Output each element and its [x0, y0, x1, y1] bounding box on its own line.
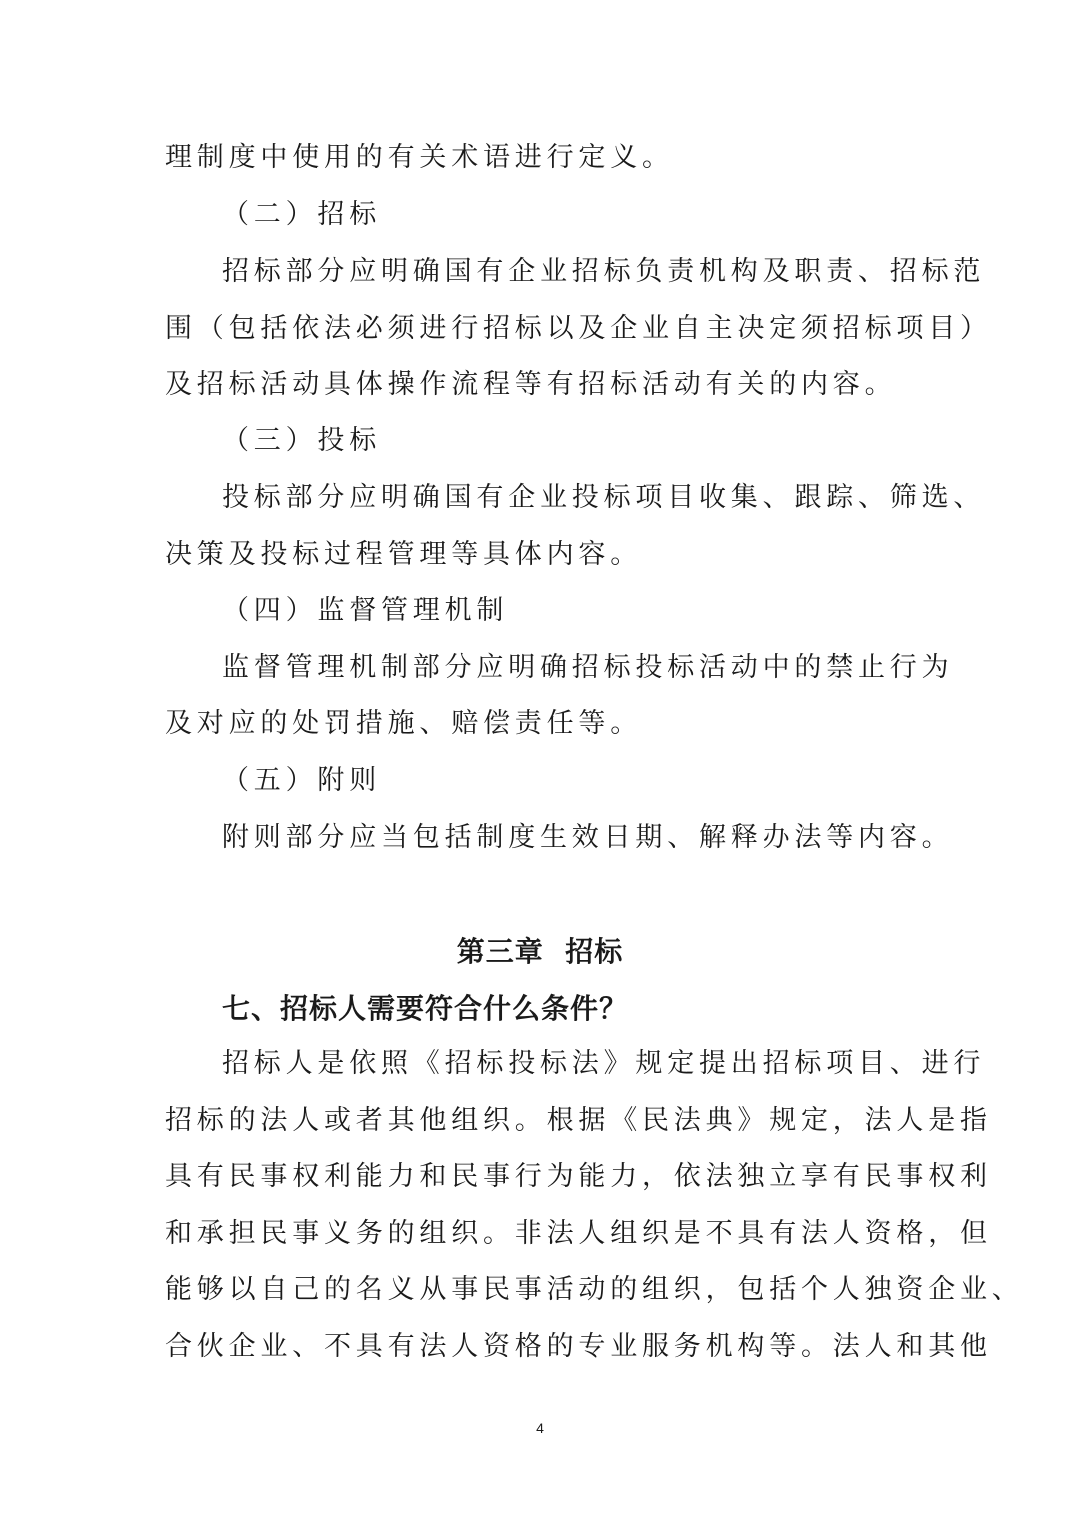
- paragraph-line: 具有民事权利能力和民事行为能力，依法独立享有民事权利: [165, 1161, 992, 1192]
- section-heading-supervision: （四）监督管理机制: [222, 595, 509, 626]
- paragraph-line: 和承担民事义务的组织。非法人组织是不具有法人资格，但: [165, 1218, 992, 1249]
- paragraph-line: 监督管理机制部分应明确招标投标活动中的禁止行为: [222, 652, 954, 683]
- section-heading-bidding: （二）招标: [222, 199, 381, 230]
- paragraph-line: 投标部分应明确国有企业投标项目收集、跟踪、筛选、: [222, 482, 986, 513]
- paragraph-line: 围（包括依法必须进行招标以及企业自主决定须招标项目）: [165, 313, 992, 344]
- paragraph-line: 理制度中使用的有关术语进行定义。: [165, 142, 674, 173]
- paragraph-line: 招标人是依照《招标投标法》规定提出招标项目、进行: [222, 1048, 986, 1079]
- section-heading-appendix: （五）附则: [222, 765, 381, 796]
- paragraph-line: 决策及投标过程管理等具体内容。: [165, 539, 642, 570]
- paragraph-line: 合伙企业、不具有法人资格的专业服务机构等。法人和其他: [165, 1331, 992, 1362]
- paragraph-line: 附则部分应当包括制度生效日期、解释办法等内容。: [222, 822, 954, 853]
- paragraph-line: 能够以自己的名义从事民事活动的组织，包括个人独资企业、: [165, 1274, 1024, 1305]
- paragraph-line: 招标的法人或者其他组织。根据《民法典》规定，法人是指: [165, 1105, 992, 1136]
- paragraph-line: 招标部分应明确国有企业招标负责机构及职责、招标范: [222, 256, 986, 287]
- page-number: 4: [536, 1420, 544, 1436]
- paragraph-line: 及对应的处罚措施、赔偿责任等。: [165, 708, 642, 739]
- question-heading: 七、招标人需要符合什么条件？: [222, 992, 629, 1025]
- paragraph-line: 及招标活动具体操作流程等有招标活动有关的内容。: [165, 369, 897, 400]
- chapter-heading: 第三章 招标: [456, 935, 624, 968]
- section-heading-tender: （三）投标: [222, 425, 381, 456]
